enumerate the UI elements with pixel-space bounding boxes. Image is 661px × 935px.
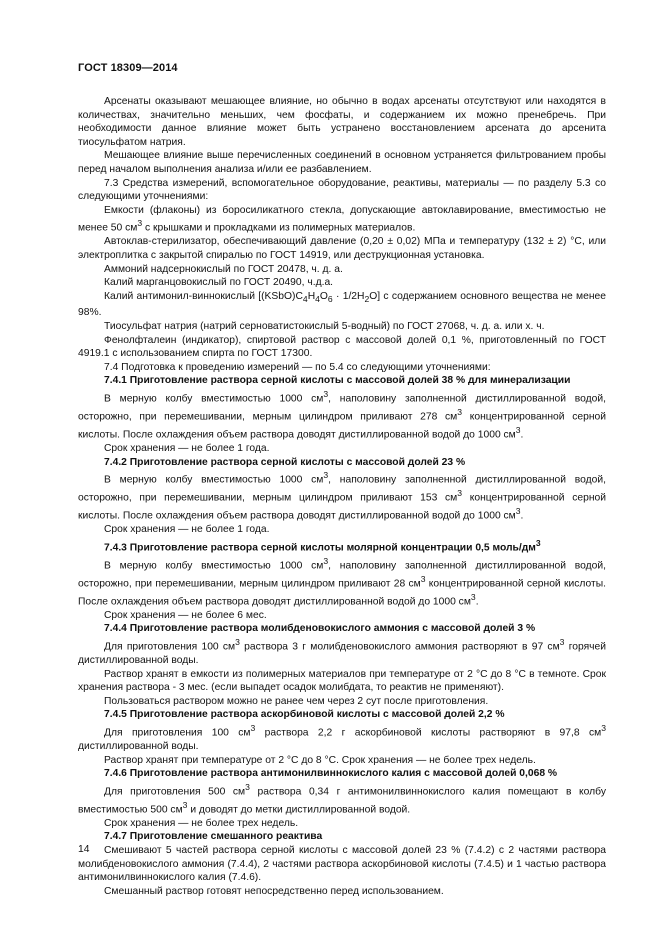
paragraph: Калий антимонил-виннокислый $[(KSbO)C_4H_4O_6 \cdot 1/2H_2O]$ с содержанием основного вещества не менее 98%. — [78, 290, 606, 319]
paragraph: Срок хранения — не более 1 года. — [104, 524, 270, 536]
paragraph: Смешанный раствор готовят непосредственно перед использованием. — [104, 885, 444, 897]
paragraph: Автоклав-стерилизатор, обеспечивающий давление (0,20 ± 0,02) МПа и температуру (132 ± 2) °С, или электроплитка с закрытой спиралью по ГОСТ 14919, или деструкционная установка. — [78, 236, 606, 261]
document-body — [78, 95, 606, 898]
paragraph: Калий марганцовокислый по ГОСТ 20490, ч.д.а. — [104, 277, 334, 289]
section-heading: 7.4.6 Приготовление раствора антимонилвиннокислого калия с массовой долей 0,068 % — [104, 768, 558, 780]
paragraph: Срок хранения — не более 1 года. — [104, 442, 270, 454]
paragraph: Срок хранения — не более 6 мес. — [104, 609, 267, 621]
paragraph: Тиосульфат натрия (натрий серноватистокислый 5-водный) по ГОСТ 27068, ч. д. а. или х. ч. — [104, 320, 545, 332]
paragraph: Фенолфталеин (индикатор), спиртовой раствор с массовой долей 0,1 %, приготовленный по ГОСТ 4919.1 с использованием спирта по ГОСТ 17300. — [78, 334, 606, 360]
section-heading: 7.4.5 Приготовление раствора аскорбиновой кислоты с массовой долей 2,2 % — [104, 709, 505, 721]
paragraph: Емкости (флаконы) из боросиликатного стекла, допускающие автоклавирование, вместимостью не менее 50 $см^3$ с крышками и прокладками из полимерных материалов. — [78, 204, 606, 234]
paragraph: Срок хранения — не более трех недель. — [104, 817, 299, 829]
paragraph: В мерную колбу вместимостью 1000 $см^3$, наполовину заполненной дистиллированной водой, осторожно, при перемешивании, мерным цилиндром приливают 278 $см^3$ концентрированной серной кислоты. После охлаждения объем раствора доводят дистиллированной водой до 1000 $см^3$. — [78, 388, 606, 441]
paragraph: Для приготовления 500 $см^3$ раствора 0,34 г антимонилвиннокислого калия помещают в колбу вместимостью 500 $см^3$ и доводят до метки дистиллированной водой. — [78, 781, 606, 816]
paragraph: Для приготовления 100 $см^3$ раствора 2,2 г аскорбиновой кислоты растворяют в 97,8 $см^3$ дистиллированной воды. — [78, 723, 606, 753]
paragraph: Арсенаты оказывают мешающее влияние, но обычно в водах арсенаты отсутствуют или находятся в количествах, значительно меньших, чем фосфаты, и содержанием их можно пренебречь. При необходимости данное влияние может быть устранено восстановлением арсената до арсенита тиосульфатом натрия. — [78, 96, 606, 148]
paragraph: В мерную колбу вместимостью 1000 $см^3$, наполовину заполненной дистиллированной водой, осторожно, при перемешивании, мерным цилиндром приливают 28 $см^3$ концентрированной серной кислоты. После охлаждения объем раствора доводят дистиллированной водой до 1000 $см^3$. — [78, 555, 606, 608]
section-heading: 7.4.7 Приготовление смешанного реактива — [104, 831, 323, 843]
paragraph: Мешающее влияние выше перечисленных соединений в основном устраняется фильтрованием пробы перед началом выполнения анализа и/или ее разбавлением. — [78, 150, 606, 175]
paragraph: Раствор хранят при температуре от 2 °С до 8 °С. Срок хранения — не более трех недель. — [104, 754, 536, 766]
paragraph: Пользоваться раствором можно не ранее чем через 2 сут после приготовления. — [104, 695, 489, 707]
paragraph: 7.3 Средства измерений, вспомогательное оборудование, реактивы, материалы — по разделу 5.3 со следующими уточнениями: — [78, 177, 606, 203]
paragraph: Для приготовления 100 $см^3$ раствора 3 г молибденовокислого аммония растворяют в 97 $см^3$ горячей дистиллированной воды. — [78, 637, 606, 667]
paragraph: Аммоний надсернокислый по ГОСТ 20478, ч. д. а. — [104, 263, 343, 275]
section-heading: 7.4.2 Приготовление раствора серной кислоты с массовой долей 23 % — [104, 456, 466, 468]
paragraph: В мерную колбу вместимостью 1000 $см^3$, наполовину заполненной дистиллированной водой, осторожно, при перемешивании, мерным цилиндром приливают 153 $см^3$ концентрированной серной кислоты. После охлаждения объем раствора доводят дистиллированной водой до 1000 $см^3$. — [78, 470, 606, 522]
paragraph: Раствор хранят в емкости из полимерных материалов при температуре от 2 °С до 8 °С в темноте. Срок хранения раствора - 3 мес. (если выпадет осадок молибдата, то реактив не применяют). — [78, 668, 606, 694]
paragraph: 7.4 Подготовка к проведению измерений — по 5.4 со следующими уточнениями: — [104, 361, 491, 373]
section-heading: 7.4.4 Приготовление раствора молибденовокислого аммония с массовой долей 3 % — [104, 623, 536, 635]
document-header: ГОСТ 18309—2014 — [78, 62, 178, 74]
page-number: 14 — [78, 844, 90, 855]
section-heading: 7.4.3 Приготовление раствора серной кислоты молярной концентрации 0,5 моль/$дм^3$ — [104, 537, 541, 554]
paragraph: Смешивают 5 частей раствора серной кислоты с массовой долей 23 % (7.4.2) с 2 частями раствора молибденовокислого аммония (7.4.4), 2 частями раствора аскорбиновой кислоты (7.4.5) и 1 частью раствора антимонилвиннокислого калия (7.4.6). — [78, 845, 606, 884]
section-heading: 7.4.1 Приготовление раствора серной кислоты с массовой долей 38 % для минерализации — [104, 375, 571, 387]
